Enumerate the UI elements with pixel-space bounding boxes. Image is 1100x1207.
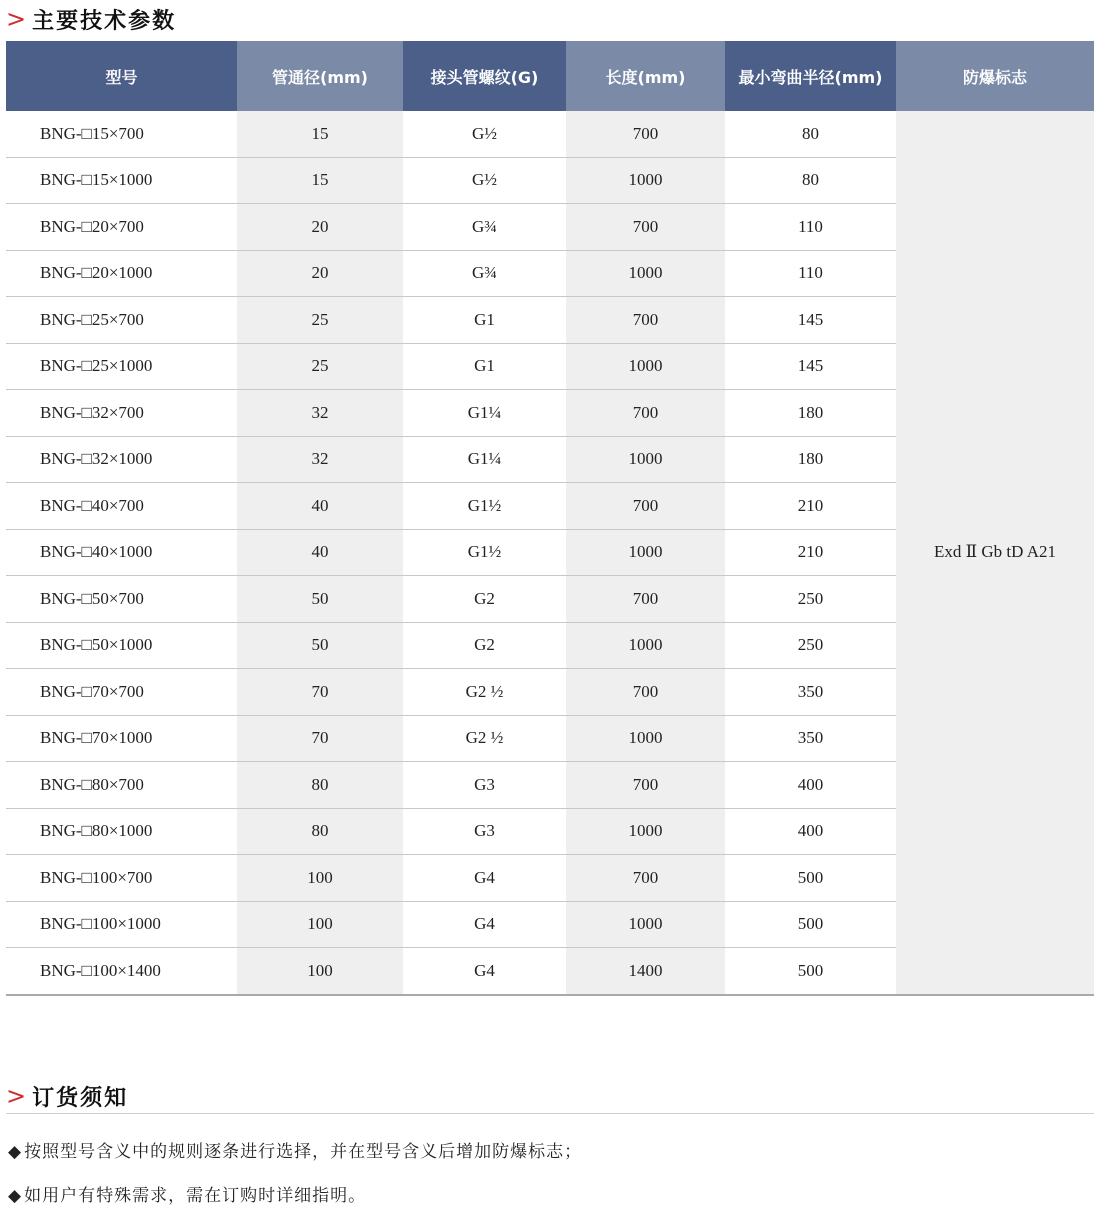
header-model: 型号: [6, 41, 237, 111]
cell-bend-radius: 110: [725, 204, 896, 251]
cell-length: 700: [566, 855, 725, 902]
cell-length: 700: [566, 111, 725, 157]
cell-model: BNG-□50×1000: [6, 622, 237, 669]
cell-bend-radius: 350: [725, 669, 896, 716]
cell-bore: 100: [237, 948, 403, 995]
cell-bore: 20: [237, 250, 403, 297]
cell-bend-radius: 180: [725, 436, 896, 483]
header-explosion-mark: 防爆标志: [896, 41, 1094, 111]
cell-model: BNG-□40×1000: [6, 529, 237, 576]
cell-model: BNG-□80×1000: [6, 808, 237, 855]
cell-thread: G4: [403, 855, 566, 902]
cell-thread: G2 ½: [403, 715, 566, 762]
cell-thread: G1: [403, 297, 566, 344]
cell-length: 1000: [566, 250, 725, 297]
cell-length: 1000: [566, 436, 725, 483]
cell-length: 700: [566, 390, 725, 437]
cell-bore: 25: [237, 297, 403, 344]
cell-model: BNG-□20×1000: [6, 250, 237, 297]
cell-bore: 32: [237, 436, 403, 483]
section-title-text: 主要技术参数: [32, 8, 177, 34]
cell-bend-radius: 500: [725, 948, 896, 995]
cell-thread: G1: [403, 343, 566, 390]
table-body: [6, 111, 1094, 995]
cell-thread: G3: [403, 762, 566, 809]
cell-model: BNG-□100×700: [6, 855, 237, 902]
cell-model: BNG-□50×700: [6, 576, 237, 623]
cell-model: BNG-□100×1400: [6, 948, 237, 995]
cell-bend-radius: 400: [725, 808, 896, 855]
cell-thread: G½: [403, 157, 566, 204]
cell-bend-radius: 210: [725, 529, 896, 576]
cell-model: BNG-□32×1000: [6, 436, 237, 483]
header-thread: 接头管螺纹(G): [403, 41, 566, 111]
cell-thread: G4: [403, 901, 566, 948]
header-length: 长度(mm): [566, 41, 725, 111]
diamond-bullet-icon: ◆: [8, 1186, 23, 1206]
cell-length: 700: [566, 483, 725, 530]
cell-thread: G½: [403, 111, 566, 157]
cell-length: 1400: [566, 948, 725, 995]
cell-model: BNG-□100×1000: [6, 901, 237, 948]
cell-model: BNG-□32×700: [6, 390, 237, 437]
header-bend-radius: 最小弯曲半径(mm): [725, 41, 896, 111]
section-title-text: 订货须知: [32, 1085, 129, 1111]
cell-model: BNG-□25×1000: [6, 343, 237, 390]
arrow-icon: >: [6, 1082, 27, 1110]
table-header-row: [6, 41, 1094, 111]
section-title-order: [6, 1078, 128, 1114]
cell-thread: G2: [403, 576, 566, 623]
cell-bore: 100: [237, 901, 403, 948]
cell-bend-radius: 210: [725, 483, 896, 530]
cell-bend-radius: 80: [725, 111, 896, 157]
cell-bore: 40: [237, 529, 403, 576]
order-note: [8, 1181, 366, 1206]
cell-bend-radius: 250: [725, 622, 896, 669]
cell-bore: 20: [237, 204, 403, 251]
cell-thread: G1¼: [403, 436, 566, 483]
cell-bend-radius: 500: [725, 855, 896, 902]
cell-thread: G1¼: [403, 390, 566, 437]
cell-length: 1000: [566, 157, 725, 204]
cell-thread: G¾: [403, 204, 566, 251]
header-bore: 管通径(mm): [237, 41, 403, 111]
divider: [6, 1113, 1094, 1114]
cell-thread: G1½: [403, 483, 566, 530]
cell-bend-radius: 145: [725, 343, 896, 390]
cell-model: BNG-□80×700: [6, 762, 237, 809]
cell-length: 1000: [566, 343, 725, 390]
cell-model: BNG-□15×1000: [6, 157, 237, 204]
cell-length: 700: [566, 762, 725, 809]
cell-length: 700: [566, 576, 725, 623]
cell-bend-radius: 180: [725, 390, 896, 437]
spec-table: [6, 41, 1094, 996]
diamond-bullet-icon: ◆: [8, 1142, 23, 1162]
cell-model: BNG-□40×700: [6, 483, 237, 530]
cell-length: 700: [566, 204, 725, 251]
cell-bend-radius: 145: [725, 297, 896, 344]
cell-length: 1000: [566, 529, 725, 576]
order-note-text: 如用户有特殊需求，需在订购时详细指明。: [24, 1186, 367, 1206]
cell-bore: 50: [237, 576, 403, 623]
cell-length: 1000: [566, 622, 725, 669]
cell-thread: G2: [403, 622, 566, 669]
cell-bore: 80: [237, 762, 403, 809]
cell-bore: 100: [237, 855, 403, 902]
cell-model: BNG-□15×700: [6, 111, 237, 157]
table-row: [6, 111, 1094, 157]
cell-model: BNG-□70×1000: [6, 715, 237, 762]
cell-bore: 15: [237, 157, 403, 204]
cell-model: BNG-□70×700: [6, 669, 237, 716]
order-note-text: 按照型号含义中的规则逐条进行选择，并在型号含义后增加防爆标志；: [24, 1142, 583, 1162]
cell-bend-radius: 250: [725, 576, 896, 623]
cell-bend-radius: 80: [725, 157, 896, 204]
cell-bore: 32: [237, 390, 403, 437]
cell-length: 1000: [566, 808, 725, 855]
cell-bore: 70: [237, 669, 403, 716]
cell-bend-radius: 110: [725, 250, 896, 297]
cell-length: 700: [566, 669, 725, 716]
cell-explosion-mark: Exd Ⅱ Gb tD A21: [896, 111, 1094, 995]
order-note: [8, 1137, 582, 1162]
cell-bend-radius: 350: [725, 715, 896, 762]
cell-length: 1000: [566, 715, 725, 762]
cell-bend-radius: 500: [725, 901, 896, 948]
cell-thread: G4: [403, 948, 566, 995]
cell-model: BNG-□25×700: [6, 297, 237, 344]
cell-bore: 50: [237, 622, 403, 669]
cell-model: BNG-□20×700: [6, 204, 237, 251]
cell-bore: 80: [237, 808, 403, 855]
cell-length: 700: [566, 297, 725, 344]
cell-bore: 70: [237, 715, 403, 762]
arrow-icon: >: [6, 5, 27, 33]
cell-thread: G¾: [403, 250, 566, 297]
cell-bend-radius: 400: [725, 762, 896, 809]
cell-thread: G3: [403, 808, 566, 855]
cell-bore: 25: [237, 343, 403, 390]
cell-bore: 40: [237, 483, 403, 530]
cell-bore: 15: [237, 111, 403, 157]
cell-length: 1000: [566, 901, 725, 948]
cell-thread: G1½: [403, 529, 566, 576]
cell-thread: G2 ½: [403, 669, 566, 716]
section-title-params: [6, 1, 176, 37]
